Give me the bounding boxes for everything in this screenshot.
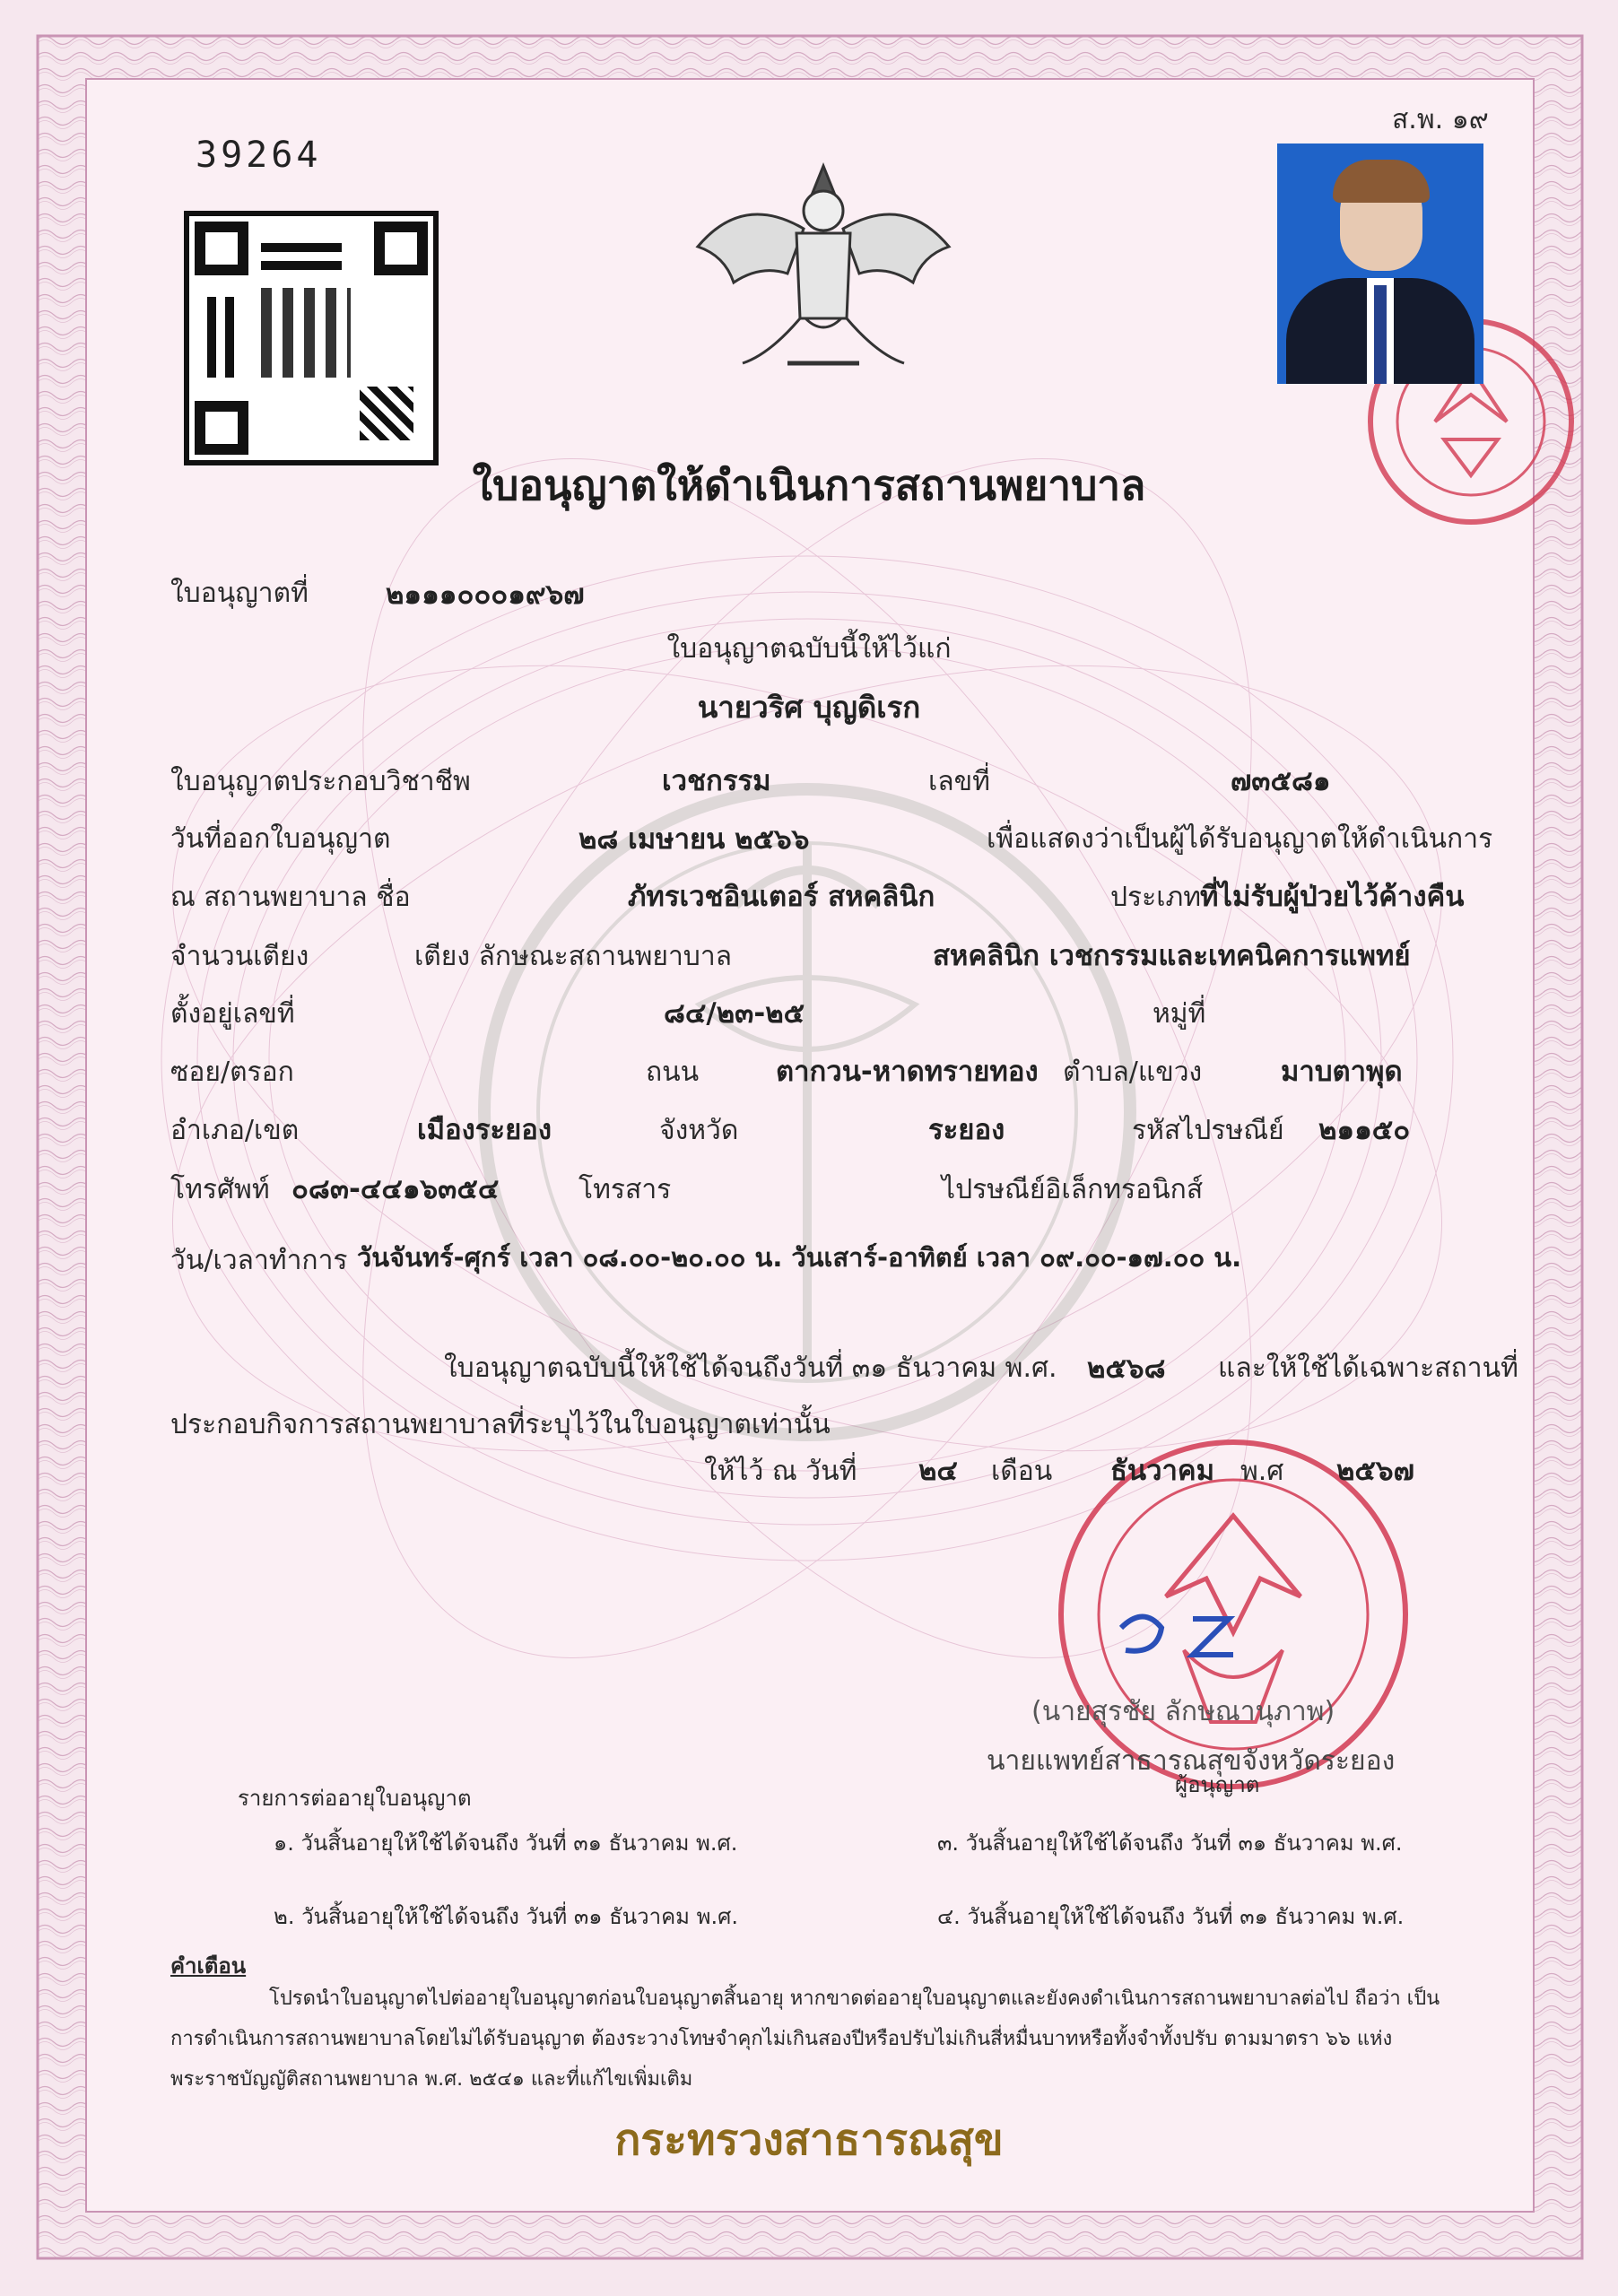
clinic-label: ณ สถานพยาบาล ชื่อ <box>170 882 411 913</box>
given-day: ๒๔ <box>918 1455 958 1487</box>
number-label: เลขที่ <box>928 766 990 797</box>
road-label: ถนน <box>646 1057 700 1088</box>
subdistrict-value: มาบตาพุด <box>1281 1056 1403 1088</box>
beds-label: จำนวนเตียง <box>170 941 309 972</box>
validity-year: ๒๕๖๘ <box>1087 1352 1166 1385</box>
show-label: เพื่อแสดงว่าเป็นผู้ได้รับอนุญาตให้ดำเนินการ <box>987 823 1493 855</box>
given-label: ให้ไว้ ณ วันที่ <box>704 1456 857 1487</box>
hours-label: วัน/เวลาทำการ <box>170 1245 348 1276</box>
soi-label: ซอย/ตรอก <box>170 1057 294 1088</box>
warning-line-1: โปรดนำใบอนุญาตไปต่ออายุใบอนุญาตก่อนใบอนุญาตสิ้นอายุ หากขาดต่ออายุใบอนุญาตและยังคงดำเนินการสถานพยาบาลต่อไป ถือว่า เป็น <box>269 1987 1440 2010</box>
moo-label: หมู่ที่ <box>1153 998 1206 1030</box>
hours-value: วันจันทร์-ศุกร์ เวลา ๐๘.๐๐-๒๐.๐๐ น. วันเสาร์-อาทิตย์ เวลา ๐๙.๐๐-๑๗.๐๐ น. <box>357 1242 1242 1273</box>
licensee-photo <box>1277 144 1483 384</box>
email-label: ไปรษณีย์อิเล็กทรอนิกส์ <box>942 1174 1204 1205</box>
phone-value: ๐๘๓-๔๔๑๖๓๕๔ <box>291 1173 500 1205</box>
warning-line-2: การดำเนินการสถานพยาบาลโดยไม่ได้รับอนุญาต ต้องระวางโทษจำคุกไม่เกินสองปีหรือปรับไม่เกินสี่หมื่นบาทหรือทั้งจำทั้งปรับ ตามมาตรา ๖๖ แห่ง <box>170 2028 1393 2050</box>
renewal-item-2: ๒. วันสิ้นอายุให้ใช้ได้จนถึง วันที่ ๓๑ ธันวาคม พ.ศ. <box>274 1904 738 1929</box>
licensee-name: นายวริศ บุญดิเรก <box>697 690 921 725</box>
year-label: พ.ศ <box>1240 1456 1284 1487</box>
type-label: ประเภท <box>1110 882 1202 913</box>
renewal-header: รายการต่ออายุใบอนุญาต <box>238 1786 472 1811</box>
issue-date-label: วันที่ออกใบอนุญาต <box>170 823 391 855</box>
type-value: ที่ไม่รับผู้ป่วยไว้ค้างคืน <box>1200 881 1465 913</box>
issue-date-value: ๒๘ เมษายน ๒๕๖๖ <box>578 823 810 856</box>
beds-unit-label: เตียง ลักษณะสถานพยาบาล <box>414 941 733 972</box>
warning-header: คำเตือน <box>170 1953 247 1979</box>
validity-tail: และให้ใช้ได้เฉพาะสถานที่ <box>1218 1352 1518 1384</box>
subdistrict-label: ตำบล/แขวง <box>1063 1057 1203 1088</box>
signer-title: นายแพทย์สาธารณสุขจังหวัดระยอง <box>987 1745 1396 1777</box>
form-code: ส.พ. ๑๙ <box>1392 104 1489 135</box>
validity-text: ใบอนุญาตฉบับนี้ให้ใช้ได้จนถึงวันที่ ๓๑ ธันวาคม พ.ศ. <box>444 1352 1057 1384</box>
phone-label: โทรศัพท์ <box>170 1174 270 1205</box>
license-no-value: ๒๑๑๑๐๐๐๑๙๖๗ <box>386 578 585 611</box>
license-no-label: ใบอนุญาตที่ <box>170 578 309 609</box>
validity-line2: ประกอบกิจการสถานพยาบาลที่ระบุไว้ในใบอนุญาตเท่านั้น <box>170 1409 831 1440</box>
province-value: ระยอง <box>928 1114 1005 1146</box>
serial-number: 39264 <box>196 135 322 176</box>
clinic-value: ภัทรเวชอินเตอร์ สหคลินิก <box>628 881 935 913</box>
profession-label: ใบอนุญาตประกอบวิชาชีพ <box>170 766 471 797</box>
district-label: อำเภอ/เขต <box>170 1115 300 1146</box>
district-value: เมืองระยอง <box>417 1114 552 1146</box>
road-value: ตากวน-หาดทรายทอง <box>776 1056 1039 1088</box>
ministry-name: กระทรวงสาธารณสุข <box>614 2115 1004 2165</box>
address-no-value: ๘๔/๒๓-๒๕ <box>664 997 805 1030</box>
renewal-item-1: ๑. วันสิ้นอายุให้ใช้ได้จนถึง วันที่ ๓๑ ธันวาคม พ.ศ. <box>274 1831 738 1856</box>
renewal-item-4: ๔. วันสิ้นอายุให้ใช้ได้จนถึง วันที่ ๓๑ ธันวาคม พ.ศ. <box>937 1904 1405 1929</box>
month-label: เดือน <box>991 1456 1053 1487</box>
postal-label: รหัสไปรษณีย์ <box>1132 1115 1284 1146</box>
province-label: จังหวัด <box>659 1115 739 1146</box>
given-year: ๒๕๖๗ <box>1336 1455 1414 1487</box>
fax-label: โทรสาร <box>578 1174 672 1205</box>
postal-value: ๒๑๑๕๐ <box>1318 1114 1411 1146</box>
nature-value: สหคลินิก เวชกรรมและเทคนิคการแพทย์ <box>933 940 1411 972</box>
signer-name: (นายสุรชัย ลักษณานุภาพ) <box>1031 1696 1335 1727</box>
page-title: ใบอนุญาตให้ดำเนินการสถานพยาบาล <box>472 461 1146 509</box>
issued-to-label: ใบอนุญาตฉบับนี้ให้ไว้แก่ <box>666 633 952 665</box>
renewal-item-3: ๓. วันสิ้นอายุให้ใช้ได้จนถึง วันที่ ๓๑ ธันวาคม พ.ศ. <box>937 1831 1403 1856</box>
profession-value: เวชกรรม <box>662 765 771 797</box>
number-value: ๗๓๕๘๑ <box>1231 765 1331 797</box>
signer-role: ผู้อนุญาต <box>1175 1772 1260 1797</box>
qr-code <box>184 211 439 465</box>
given-month: ธันวาคม <box>1110 1455 1215 1487</box>
address-no-label: ตั้งอยู่เลขที่ <box>170 998 295 1030</box>
warning-line-3: พระราชบัญญัติสถานพยาบาล พ.ศ. ๒๕๔๑ และที่แก้ไขเพิ่มเติม <box>170 2068 693 2091</box>
